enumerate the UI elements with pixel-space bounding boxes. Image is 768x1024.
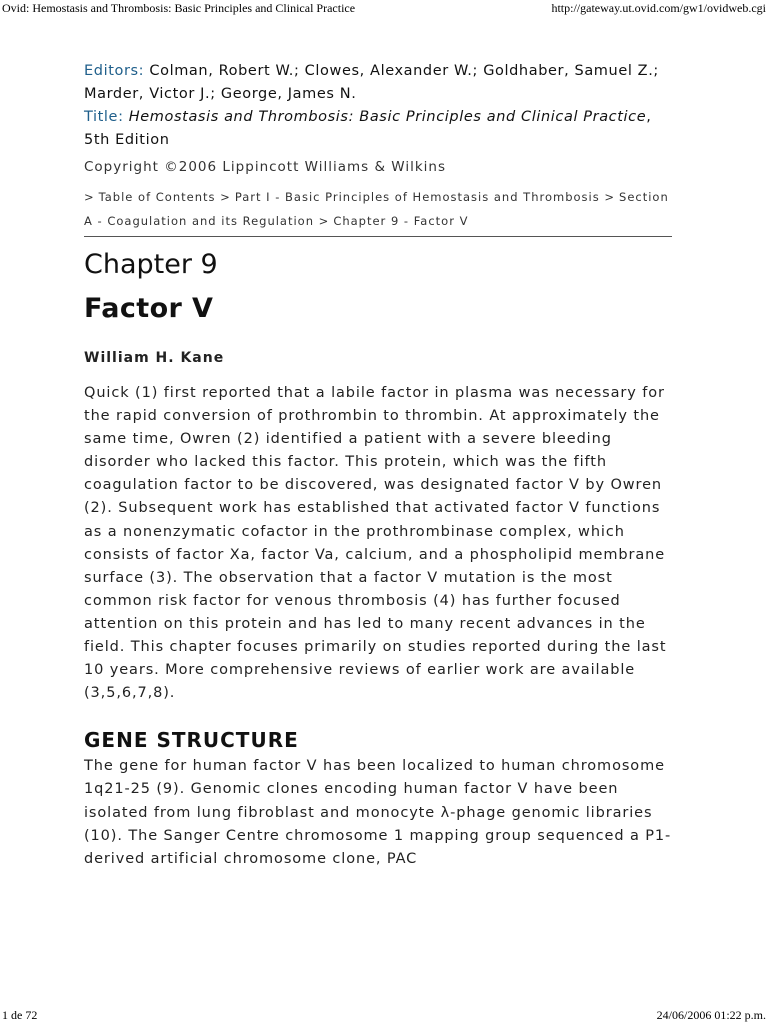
editors-list: Colman, Robert W.; Clowes, Alexander W.; Goldhaber, Samuel Z.; Marder, Victor J.; George, James N. — [84, 63, 659, 102]
intro-paragraph: Quick (1) first reported that a labile factor in plasma was necessary for the rapid conversion of prothrombin to thrombin. At approximately the same time, Owren (2) identified a patient with a severe bleeding disorder who lacked this factor. This protein, which was the fifth coagulation factor to be discovered, was designated factor V by Owren (2). Subsequent work has established that activated factor V functions as a nonenzymatic cofactor in the prothrombinase complex, which consists of factor Xa, factor Va, calcium, and a phospholipid membrane surface (3). The observation that a factor V mutation is the most common risk factor for venous thrombosis (4) has further focused attention on this protein and has led to many recent advances in the field. This chapter focuses primarily on studies reported during the last 10 years. More comprehensive reviews of earlier work are available (3,5,6,7,8). — [84, 385, 667, 702]
book-edition: , 5th Edition — [84, 109, 652, 148]
citation-block — [84, 60, 672, 152]
print-footer — [0, 1008, 768, 1024]
breadcrumb-item-part[interactable]: Part I - Basic Principles of Hemostasis and Thrombosis — [234, 190, 600, 204]
copyright-notice: Copyright ©2006 Lippincott Williams & Wilkins — [84, 159, 447, 175]
print-timestamp: 24/06/2006 01:22 p.m. — [656, 1008, 766, 1022]
chapter-number: Chapter 9 — [84, 249, 218, 280]
title-label: Title: — [84, 109, 124, 125]
print-header-url: http://gateway.ut.ovid.com/gw1/ovidweb.cgi — [551, 1, 766, 15]
section-heading: GENE STRUCTURE — [84, 728, 299, 753]
print-header — [0, 1, 768, 17]
document-content — [84, 60, 672, 871]
chapter-title: Factor V — [84, 293, 214, 324]
header-divider — [84, 236, 672, 237]
chapter-author: William H. Kane — [84, 350, 225, 366]
breadcrumb-item-section[interactable]: Section A - Coagulation and its Regulation — [84, 190, 669, 228]
breadcrumb: > Table of Contents > Part I - Basic Principles of Hemostasis and Thrombosis > Section A - Coagulation and its Regulation > Chapter 9 - Factor V — [84, 190, 669, 228]
breadcrumb-item-chapter[interactable]: Chapter 9 - Factor V — [333, 213, 469, 228]
section-paragraph: The gene for human factor V has been localized to human chromosome 1q21-25 (9). Genomic clones encoding human factor V have been isolated from lung fibroblast and monocyte λ-phage genomic libraries (10). The Sanger Centre chromosome 1 mapping group sequenced a P1-derived artificial chromosome clone, PAC — [84, 758, 672, 867]
page-count: 1 de 72 — [2, 1008, 38, 1022]
breadcrumb-item-toc[interactable]: Table of Contents — [98, 190, 216, 204]
print-header-title: Ovid: Hemostasis and Thrombosis: Basic Principles and Clinical Practice — [2, 1, 356, 15]
editors-label: Editors: — [84, 63, 145, 79]
book-title: Hemostasis and Thrombosis: Basic Principles and Clinical Practice — [128, 109, 647, 125]
